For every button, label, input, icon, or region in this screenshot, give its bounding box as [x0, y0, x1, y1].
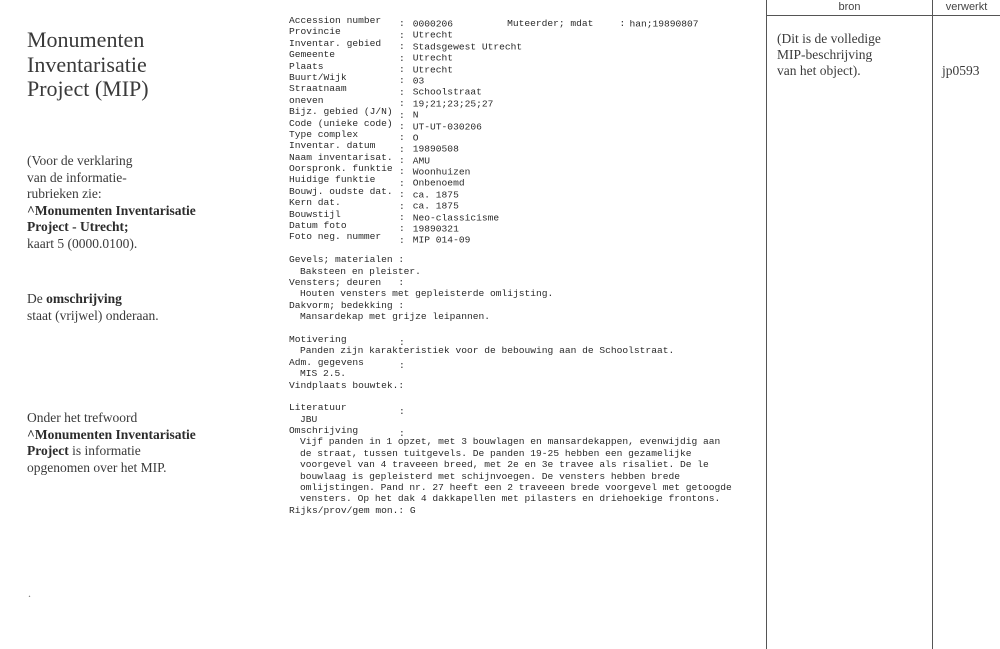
record-row: Oorspronk. funktie : Woonhuizen [289, 163, 471, 178]
record-row: Adm. gegevens : [289, 356, 405, 372]
note-keyword: omschrijving [46, 291, 122, 306]
motivering-label: Motivering [289, 333, 347, 345]
header-divider [766, 15, 1000, 16]
omschrijving-text [289, 436, 740, 504]
vensters-value: Houten vensters met gepleisterde omlijsting. [300, 288, 554, 300]
verwerkt-header: verwerkt [945, 1, 988, 13]
rijks-label: Rijks/prov/gem mon.: [289, 504, 405, 516]
record-row [289, 505, 759, 516]
bron-header: bron [838, 1, 861, 13]
dakvorm-value: Mansardekap met grijze leipannen. [300, 311, 490, 323]
title-line: Inventarisatie [27, 51, 147, 77]
record-value: Utrecht [412, 29, 454, 41]
description-note [27, 291, 257, 324]
note-text: opgenomen over het MIP. [27, 459, 167, 475]
motivering-value: Panden zijn karakteristiek voor de bebouwing aan de Schoolstraat. [300, 345, 675, 357]
record-row: Motivering : [289, 333, 405, 349]
record-row: Huidige funktie : Onbenoemd [289, 174, 465, 189]
record-row: Type complex : O [289, 128, 419, 144]
column-divider [766, 0, 767, 649]
record-value: O [412, 132, 419, 144]
record-value: Woonhuizen [412, 166, 471, 178]
rijks-value: G [409, 504, 416, 516]
record-value: N [412, 109, 419, 121]
mutator-label: Muteerder; mdat [507, 18, 594, 30]
note-text: staat (vrijwel) onderaan. [27, 307, 159, 323]
adm-label: Adm. gegevens [289, 356, 364, 368]
record-row: Provincie : Utrecht [289, 26, 454, 41]
record-value: ca. 1875 [412, 189, 459, 201]
note-text: kaart 5 (0000.0100). [27, 235, 138, 251]
note-text: rubrieken zie: [27, 186, 102, 201]
record-value: Utrecht [412, 63, 454, 75]
column-divider [932, 0, 933, 649]
note-text: (Voor de verklaring [27, 153, 133, 168]
record-row: Omschrijving : [289, 425, 405, 440]
record-value: ca. 1875 [412, 200, 459, 212]
record-row: Plaats : Utrecht [289, 60, 454, 75]
record-row: Inventar. datum : 19890508 [289, 140, 459, 155]
record-value: 19890321 [412, 223, 459, 235]
record-value: Neo-classicisme [412, 212, 500, 224]
dakvorm-label: Dakvorm; bedekking : [289, 299, 405, 311]
record-value: 19890508 [412, 143, 459, 155]
vensters-label: Vensters; deuren : [289, 276, 405, 288]
record-value: 0000206 [412, 18, 454, 30]
bron-line: van het object). [777, 63, 861, 78]
literatuur-label: Literatuur [289, 402, 347, 414]
reference-link: ^Monumenten Inventarisatie [27, 426, 196, 442]
page-title [27, 28, 247, 102]
title-line: Monumenten [27, 27, 145, 52]
record-value: Onbenoemd [412, 177, 465, 189]
record-row: Gemeente : Utrecht [289, 49, 454, 64]
bron-note [777, 31, 927, 79]
omschrijving-line: Vijf panden in 1 opzet, met 3 bouwlagen en mansardekappen, evenwijdig aan [300, 436, 721, 448]
adm-value: MIS 2.5. [300, 368, 347, 380]
reference-link: Project [27, 443, 69, 458]
record-card [289, 15, 759, 516]
record-value: 19;21;23;25;27 [412, 98, 494, 110]
omschrijving-line: bouwlaag is gepleisterd met schijnvoegen. De vensters hebben brede [300, 470, 680, 482]
record-row: Naam inventarisat. : AMU [289, 151, 431, 167]
gevels-label: Gevels; materialen : [289, 254, 405, 266]
record-row: Code (unieke code) : UT-UT-030206 [289, 117, 482, 132]
mutator-value: han;19890807 [629, 18, 699, 30]
title-line: Project (MIP) [27, 76, 149, 101]
omschrijving-line: voorgevel van 4 traveeen breed, met 2e en 3e travee als risaliet. De le [300, 459, 709, 471]
record-value: UT-UT-030206 [412, 120, 482, 132]
record-row: oneven : 19;21;23;25;27 [289, 94, 494, 110]
record-row: Bouwj. oudste dat. : ca. 1875 [289, 185, 459, 201]
record-row: Literatuur : [289, 402, 405, 417]
legend-note [27, 153, 257, 252]
record-value: 03 [412, 75, 425, 87]
record-row: Datum foto : 19890321 [289, 220, 459, 235]
gevels-value: Baksteen en pleister. [300, 265, 421, 277]
stray-mark: . [28, 586, 31, 600]
record-row: Straatnaam : Schoolstraat [289, 83, 482, 98]
record-row: Kern dat. : ca. 1875 [289, 197, 459, 212]
note-text: van de informatie- [27, 169, 127, 185]
record-row: Inventar. gebied : Stadsgewest Utrecht [289, 37, 523, 53]
omschrijving-line: de straat, tussen tuitgevels. De panden 19-25 hebben een gezamelijke [300, 447, 692, 459]
record-row: Buurt/Wijk : 03 [289, 71, 425, 87]
keyword-note [27, 410, 257, 476]
reference-link: ^Monumenten Inventarisatie [27, 202, 196, 218]
record-value: MIP 014-09 [412, 234, 471, 246]
record-row: Foto neg. nummer : MIP 014-09 [289, 231, 471, 246]
vindplaats-label: Vindplaats bouwtek.: [289, 379, 405, 391]
bron-line: MIP-beschrijving [777, 47, 873, 62]
note-text: is informatie [68, 443, 141, 458]
note-text: De [27, 291, 47, 306]
verwerkt-code: jp0593 [942, 63, 980, 78]
record-row: Bijz. gebied (J/N) : N [289, 106, 419, 121]
record-value: Stadsgewest Utrecht [412, 41, 523, 53]
literatuur-value: JBU [300, 413, 318, 425]
omschrijving-line: vensters. Op het dak 4 dakkapellen met pilasters en driehoekige frontons. [300, 493, 721, 505]
record-value: AMU [412, 155, 431, 167]
reference-link: Project - Utrecht; [27, 219, 129, 234]
bron-line: (Dit is de volledige [777, 31, 881, 46]
omschrijving-line: omlijstingen. Pand nr. 27 heeft een 2 traveeen brede voorgevel met getoogde [300, 482, 732, 494]
omschrijving-label: Omschrijving [289, 425, 359, 437]
record-row: Accession number : 0000206 Muteerder; mdat : han;19890807 [289, 15, 699, 30]
record-value: Schoolstraat [412, 86, 482, 98]
record-row: Bouwstijl : Neo-classicisme [289, 208, 500, 224]
record-value: Utrecht [412, 52, 454, 64]
note-text: Onder het trefwoord [27, 410, 138, 425]
